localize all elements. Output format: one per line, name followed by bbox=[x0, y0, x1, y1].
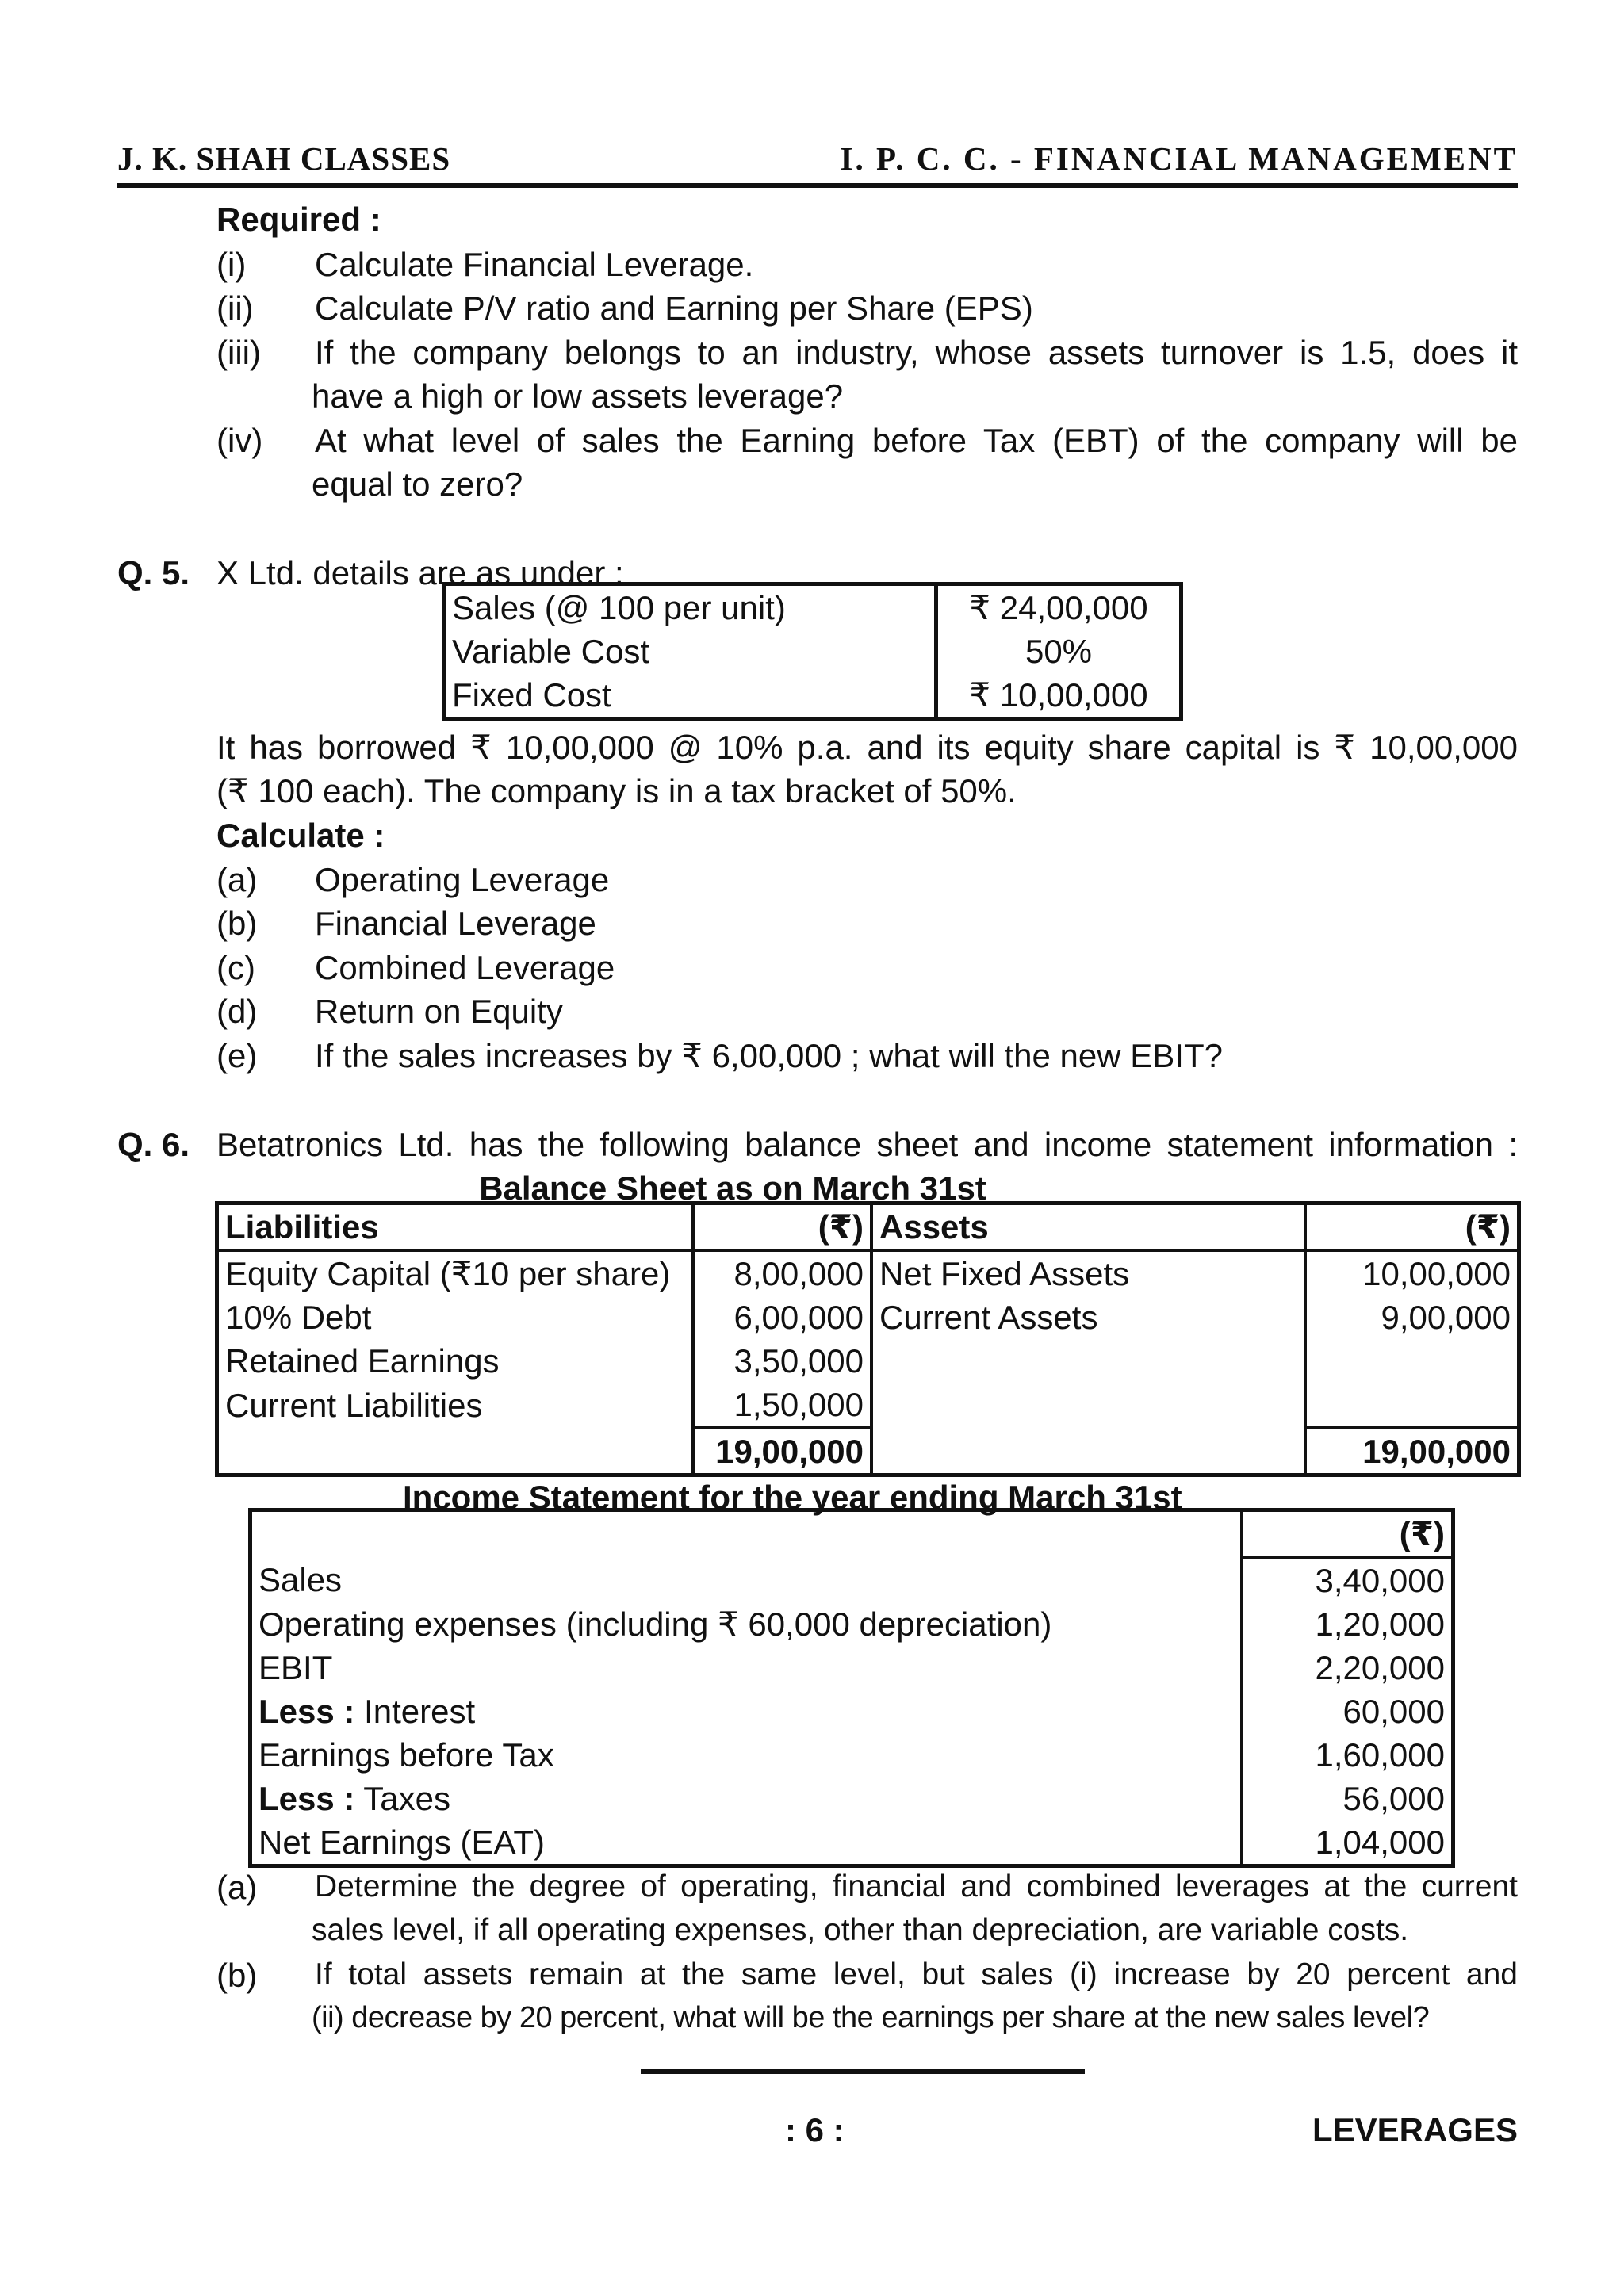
bs-liability-label: Current Liabilities bbox=[217, 1383, 694, 1428]
is-row-label bbox=[251, 1646, 1243, 1689]
is-row-text: Interest bbox=[354, 1693, 476, 1730]
q5-row-value: 50% bbox=[1025, 633, 1093, 670]
q4-item-text: Calculate Financial Leverage. bbox=[315, 246, 754, 283]
bs-asset-value bbox=[1305, 1383, 1519, 1428]
is-row-text: EBIT bbox=[259, 1649, 333, 1686]
is-row-label bbox=[251, 1602, 1243, 1646]
footer-topic: LEVERAGES bbox=[1312, 2111, 1518, 2149]
is-row-text: Taxes bbox=[354, 1780, 451, 1817]
q5-row-label: Sales (@ 100 per unit) bbox=[444, 584, 936, 630]
q5-item-text: Operating Leverage bbox=[315, 861, 610, 898]
q5-row-label: Fixed Cost bbox=[444, 673, 936, 719]
q5-item-num: (c) bbox=[216, 949, 255, 986]
is-row-label bbox=[251, 1557, 1243, 1602]
header-right: I. P. C. C. - FINANCIAL MANAGEMENT bbox=[840, 140, 1518, 177]
is-header-spacer bbox=[251, 1510, 1243, 1558]
q5-row-value: ₹ 24,00,000 bbox=[969, 589, 1148, 626]
q5-number: Q. 5. bbox=[117, 554, 190, 591]
bs-liability-value: 6,00,000 bbox=[693, 1295, 871, 1339]
is-row-label bbox=[251, 1689, 1243, 1733]
is-row-value: 1,60,000 bbox=[1315, 1736, 1445, 1774]
q5-item-num: (a) bbox=[216, 861, 258, 898]
q4-item-text: If the company belongs to an industry, whose assets turnover is 1.5, does it bbox=[315, 334, 1518, 371]
header-rule bbox=[117, 183, 1518, 188]
is-row-label bbox=[251, 1820, 1243, 1866]
bs-header-liabilities: Liabilities bbox=[217, 1203, 694, 1251]
is-row-text: Sales bbox=[259, 1561, 343, 1598]
bs-asset-label bbox=[871, 1383, 1305, 1428]
bs-liability-label: Equity Capital (₹10 per share) bbox=[217, 1250, 694, 1295]
q6-item-text: If total assets remain at the same level, but sales (i) increase by 20 percent and bbox=[315, 1957, 1518, 1992]
q4-item-text: equal to zero? bbox=[312, 465, 523, 503]
footer-rule bbox=[641, 2069, 1085, 2074]
is-row-text: Net Earnings (EAT) bbox=[259, 1823, 545, 1861]
bs-header-unit: (₹) bbox=[693, 1203, 871, 1251]
is-row-text: Earnings before Tax bbox=[259, 1736, 554, 1774]
q5-paragraph: (₹ 100 each). The company is in a tax bracket of 50%. bbox=[216, 772, 1017, 809]
is-row-text: Operating expenses (including ₹ 60,000 depreciation) bbox=[259, 1605, 1052, 1643]
q5-item-num: (e) bbox=[216, 1037, 258, 1074]
q4-item-num: (iv) bbox=[216, 422, 263, 459]
bs-liability-value: 8,00,000 bbox=[693, 1250, 871, 1295]
bs-asset-value: 9,00,000 bbox=[1381, 1299, 1511, 1336]
header-left: J. K. SHAH CLASSES bbox=[117, 140, 451, 177]
bs-total-liabilities: 19,00,000 bbox=[693, 1428, 871, 1475]
bs-liability-label: 10% Debt bbox=[217, 1295, 694, 1339]
bs-total-assets: 19,00,000 bbox=[1305, 1428, 1519, 1475]
is-row-value: 3,40,000 bbox=[1315, 1562, 1445, 1599]
balance-sheet-table bbox=[215, 1201, 1521, 1477]
q6-number: Q. 6. bbox=[117, 1126, 190, 1163]
is-row-value: 2,20,000 bbox=[1315, 1649, 1445, 1686]
is-row-label bbox=[251, 1733, 1243, 1777]
q5-item-text: Financial Leverage bbox=[315, 905, 596, 942]
q6-item-num: (b) bbox=[216, 1957, 258, 1994]
is-row-value: 60,000 bbox=[1342, 1693, 1445, 1730]
bs-asset-label bbox=[871, 1339, 1305, 1383]
q6-item-text: (ii) decrease by 20 percent, what will be the earnings per share at the new sales level? bbox=[312, 2001, 1430, 2034]
bs-liability-label: Retained Earnings bbox=[217, 1339, 694, 1383]
is-row-value: 1,04,000 bbox=[1315, 1823, 1445, 1861]
q4-item-num: (i) bbox=[216, 246, 247, 283]
calculate-label: Calculate : bbox=[216, 817, 385, 854]
q5-row-value: ₹ 10,00,000 bbox=[969, 676, 1148, 714]
q5-item-text: Return on Equity bbox=[315, 993, 563, 1030]
q4-item-text: At what level of sales the Earning before Tax (EBT) of the company will be bbox=[315, 422, 1518, 459]
q5-details-table bbox=[442, 582, 1183, 721]
q5-row-label: Variable Cost bbox=[444, 629, 936, 673]
required-label: Required : bbox=[216, 201, 381, 238]
q5-item-num: (b) bbox=[216, 905, 258, 942]
is-row-value: 1,20,000 bbox=[1315, 1605, 1445, 1643]
q6-intro: Betatronics Ltd. has the following balance sheet and income statement information : bbox=[216, 1126, 1518, 1163]
is-row-prefix: Less : bbox=[259, 1693, 355, 1730]
income-statement-table bbox=[248, 1508, 1455, 1868]
bs-asset-value bbox=[1305, 1339, 1519, 1383]
q4-item-num: (iii) bbox=[216, 334, 261, 371]
bs-header-assets: Assets bbox=[871, 1203, 1305, 1251]
is-row-prefix: Less : bbox=[259, 1780, 355, 1817]
q4-item-num: (ii) bbox=[216, 289, 254, 327]
q5-item-num: (d) bbox=[216, 993, 258, 1030]
bs-liability-value: 1,50,000 bbox=[693, 1383, 871, 1428]
q5-item-text: If the sales increases by ₹ 6,00,000 ; what will the new EBIT? bbox=[315, 1037, 1223, 1074]
is-row-label bbox=[251, 1777, 1243, 1820]
q6-item-text: Determine the degree of operating, financial and combined leverages at the current bbox=[315, 1869, 1518, 1904]
q5-paragraph: It has borrowed ₹ 10,00,000 @ 10% p.a. and its equity share capital is ₹ 10,00,000 bbox=[216, 729, 1518, 766]
q6-item-text: sales level, if all operating expenses, other than depreciation, are variable costs. bbox=[312, 1913, 1409, 1947]
bs-total-spacer bbox=[217, 1428, 694, 1475]
q6-item-num: (a) bbox=[216, 1869, 258, 1906]
bs-header-unit: (₹) bbox=[1305, 1203, 1519, 1251]
is-row-value: 56,000 bbox=[1342, 1780, 1445, 1817]
bs-liability-value: 3,50,000 bbox=[693, 1339, 871, 1383]
q5-intro: X Ltd. details are as under : bbox=[216, 554, 624, 591]
income-statement-title: Income Statement for the year ending March 31st bbox=[403, 1479, 1182, 1516]
q4-item-text: have a high or low assets leverage? bbox=[312, 377, 844, 415]
bs-total-spacer bbox=[871, 1428, 1305, 1475]
bs-asset-value: 10,00,000 bbox=[1362, 1255, 1511, 1292]
is-header-unit: (₹) bbox=[1242, 1510, 1454, 1558]
q4-item-text: Calculate P/V ratio and Earning per Share (EPS) bbox=[315, 289, 1033, 327]
bs-asset-label: Current Assets bbox=[871, 1295, 1305, 1339]
balance-sheet-title: Balance Sheet as on March 31st bbox=[479, 1169, 986, 1207]
bs-asset-label: Net Fixed Assets bbox=[871, 1250, 1305, 1295]
page-number: : 6 : bbox=[785, 2111, 845, 2149]
q5-item-text: Combined Leverage bbox=[315, 949, 615, 986]
